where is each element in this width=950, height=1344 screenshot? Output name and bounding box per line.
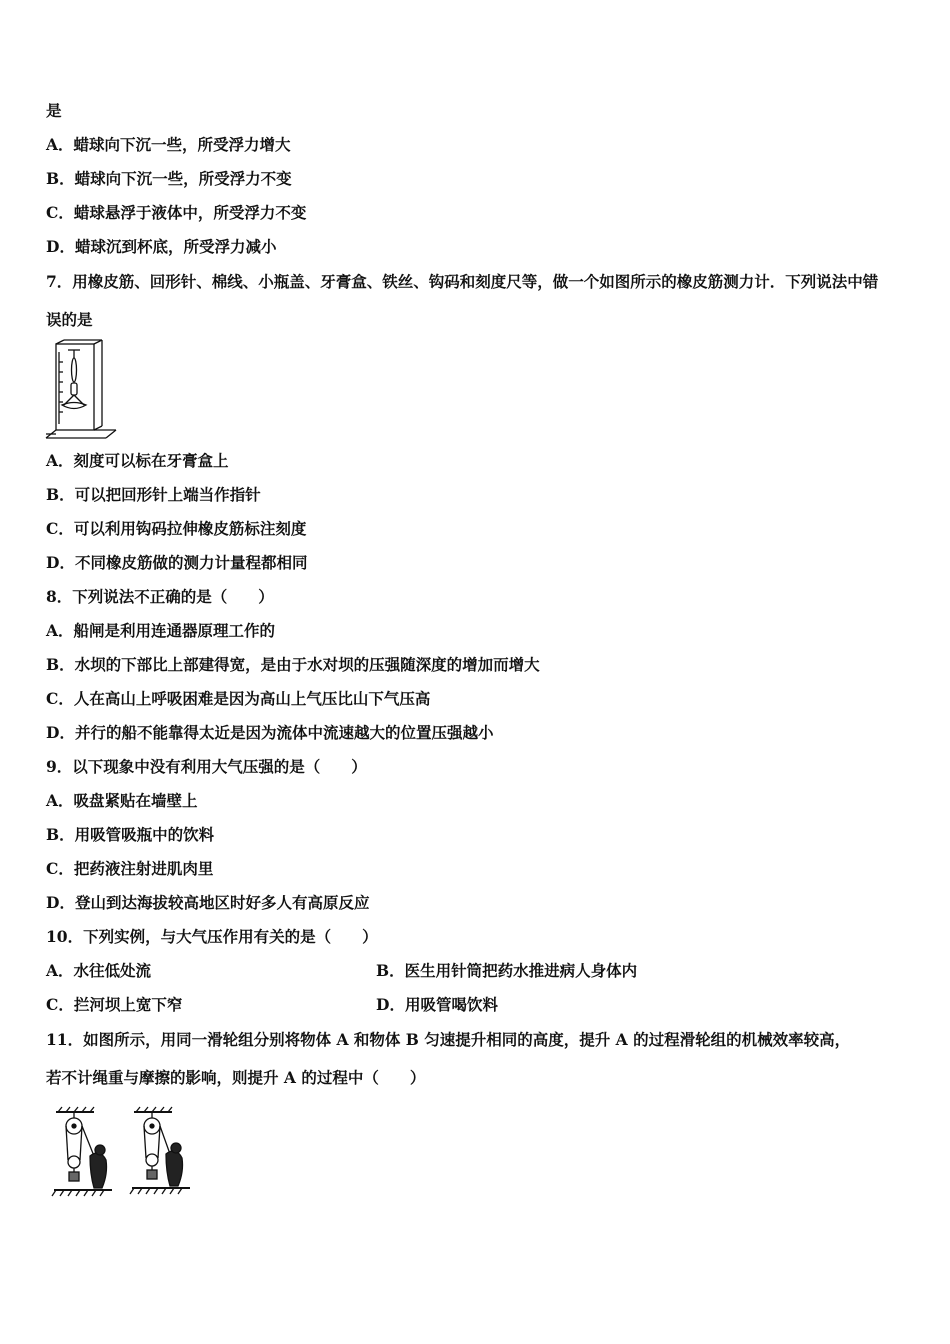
q7-option-d: D．不同橡皮筋做的测力计量程都相同	[46, 553, 308, 572]
q10-option-a: A．水往低处流	[46, 961, 152, 980]
q9-stem: 9．以下现象中没有利用大气压强的是（ ）	[46, 757, 367, 776]
q8-option-c: C．人在高山上呼吸困难是因为高山上气压比山下气压高	[46, 689, 431, 708]
q9-option-a: A．吸盘紧贴在墙壁上	[46, 791, 198, 810]
q10-option-c: C．拦河坝上宽下窄	[46, 995, 183, 1014]
q6-option-c: C．蜡球悬浮于液体中，所受浮力不变	[46, 203, 307, 222]
q7-option-a: A．刻度可以标在牙膏盒上	[46, 451, 229, 470]
q8-option-b: B．水坝的下部比上部建得宽，是由于水对坝的压强随深度的增加而增大	[46, 655, 540, 674]
q9-option-b: B．用吸管吸瓶中的饮料	[46, 825, 215, 844]
q6-option-b: B．蜡球向下沉一些，所受浮力不变	[46, 169, 292, 188]
q7-option-b: B．可以把回形针上端当作指针	[46, 485, 261, 504]
q10-option-b: B．医生用针筒把药水推进病人身体内	[376, 961, 638, 980]
q10-option-d: D．用吸管喝饮料	[376, 995, 498, 1014]
q11-stem-line2: 若不计绳重与摩擦的影响，则提升 A 的过程中（ ）	[46, 1068, 426, 1087]
q8-option-a: A．船闸是利用连通器原理工作的	[46, 621, 276, 640]
q6-option-a: A．蜡球向下沉一些，所受浮力增大	[46, 135, 291, 154]
q10-stem: 10．下列实例，与大气压作用有关的是（ ）	[46, 927, 378, 946]
q6-stem-tail: 是	[46, 101, 62, 120]
q7-option-c: C．可以利用钩码拉伸橡皮筋标注刻度	[46, 519, 307, 538]
q11-stem-line1: 11．如图所示，用同一滑轮组分别将物体 A 和物体 B 匀速提升相同的高度，提升 A 的过程滑轮组的机械效率较高，	[46, 1030, 851, 1049]
pulley-system-figure	[50, 1104, 192, 1202]
rubber-band-dynamometer-figure	[44, 338, 118, 440]
q7-stem-line2: 误的是	[46, 310, 93, 329]
q8-stem: 8．下列说法不正确的是（ ）	[46, 587, 274, 606]
q6-option-d: D．蜡球沉到杯底，所受浮力减小	[46, 237, 277, 256]
q8-option-d: D．并行的船不能靠得太近是因为流体中流速越大的位置压强越小	[46, 723, 494, 742]
q9-option-d: D．登山到达海拔较高地区时好多人有高原反应	[46, 893, 370, 912]
q7-stem-line1: 7．用橡皮筋、回形针、棉线、小瓶盖、牙膏盒、铁丝、钩码和刻度尺等，做一个如图所示的橡皮筋测力计．下列说法中错	[46, 272, 879, 291]
q9-option-c: C．把药液注射进肌肉里	[46, 859, 214, 878]
